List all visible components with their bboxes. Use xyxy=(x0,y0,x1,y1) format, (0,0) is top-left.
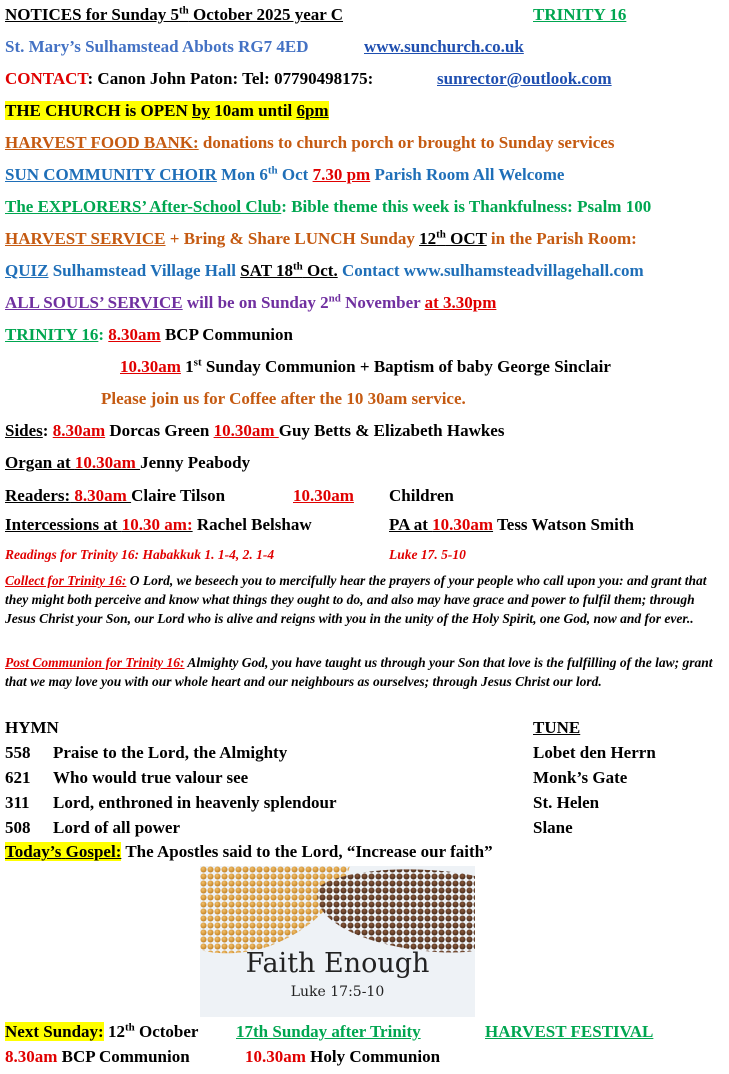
harvest-festival: HARVEST FESTIVAL xyxy=(485,1022,654,1041)
collect-paragraph: Collect for Trinity 16: O Lord, we beseech you to mercifully hear the prayers of your people who call upon you: and grant that they might both perceive and know what things they ought to do, and also may have grace and power to fulfil them; through Jesus Christ your Son, our Lord who is alive and reigns with you in the unity of the Holy Spirit, one God, now and for ever.. xyxy=(5,573,707,626)
trinity-services-late: 10.30am 1st Sunday Communion + Baptism of baby George Sinclair xyxy=(120,356,611,376)
pa-rota: PA at 10.30am Tess Watson Smith xyxy=(389,515,634,534)
contact-line: CONTACT: Canon John Paton: Tel: 07790498175: xyxy=(5,69,374,88)
next-services: 8.30am BCP Communion xyxy=(5,1047,190,1066)
intercessions-rota: Intercessions at 10.30 am: Rachel Belshaw xyxy=(5,515,312,534)
post-communion-paragraph: Post Communion for Trinity 16: Almighty God, you have taught us through your Son that love is the fulfilling of the law; grant that we may love you with our whole heart and our neighbours as ourselves; through Jesus Christ our lord. xyxy=(5,655,713,689)
coffee-notice: Please join us for Coffee after the 10 30am service. xyxy=(101,389,466,408)
explorers-club: The EXPLORERS’ After-School Club: Bible theme this week is Thankfulness: Psalm 100 xyxy=(5,197,652,216)
sides-rota: Sides: 8.30am Dorcas Green 10.30am Guy Betts & Elizabeth Hawkes xyxy=(5,421,505,440)
trinity-label: TRINITY 16 xyxy=(533,5,627,24)
picture-title: Faith Enough xyxy=(245,948,430,979)
church-address: St. Mary’s Sulhamstead Abbots RG7 4ED xyxy=(5,37,309,56)
next-services-late: 10.30am Holy Communion xyxy=(245,1047,441,1066)
contact-label: CONTACT xyxy=(5,69,88,88)
next-sunday-label: Next Sunday: xyxy=(5,1022,104,1041)
all-souls-service: ALL SOULS’ SERVICE will be on Sunday 2nd November at 3.30pm xyxy=(5,292,497,312)
readings: Readings for Trinity 16: Habakkuk 1. 1-4, 2. 1-4 xyxy=(5,547,275,562)
todays-gospel: Today’s Gospel: The Apostles said to the Lord, “Increase our faith” xyxy=(5,842,493,861)
harvest-service: HARVEST SERVICE + Bring & Share LUNCH Sunday 12th OCT in the Parish Room: xyxy=(5,228,637,248)
harvest-food-bank: HARVEST FOOD BANK: donations to church porch or brought to Sunday services xyxy=(5,133,615,152)
readers-late: 10.30am xyxy=(293,486,354,505)
community-choir: SUN COMMUNITY CHOIR Mon 6th Oct 7.30 pm Parish Room All Welcome xyxy=(5,164,565,184)
trinity-services-early: TRINITY 16: 8.30am BCP Communion xyxy=(5,325,293,344)
readers-children: Children xyxy=(389,486,454,505)
mustard-seed-picture xyxy=(200,866,475,1017)
church-open-notice: THE CHURCH is OPEN by 10am until 6pm xyxy=(5,101,329,120)
organ-rota: Organ at 10.30am Jenny Peabody xyxy=(5,453,251,472)
readings-gospel: Luke 17. 5-10 xyxy=(389,547,466,562)
readers-rota: Readers: 8.30am Claire Tilson xyxy=(5,486,226,505)
email-link[interactable]: sunrector@outlook.com xyxy=(437,69,612,88)
next-trinity: 17th Sunday after Trinity xyxy=(236,1022,421,1041)
picture-reference: Luke 17:5-10 xyxy=(290,984,385,1000)
hymn-column-header: HYMN xyxy=(5,718,59,737)
tune-column-header: TUNE xyxy=(533,718,581,737)
notices-heading: NOTICES for Sunday 5th October 2025 year C xyxy=(5,4,344,24)
next-sunday: Next Sunday: 12th October xyxy=(5,1021,199,1041)
website-link[interactable]: www.sunchurch.co.uk xyxy=(364,37,524,56)
quiz-notice: QUIZ Sulhamstead Village Hall SAT 18th Oct. Contact www.sulhamsteadvillagehall.com xyxy=(5,260,644,280)
